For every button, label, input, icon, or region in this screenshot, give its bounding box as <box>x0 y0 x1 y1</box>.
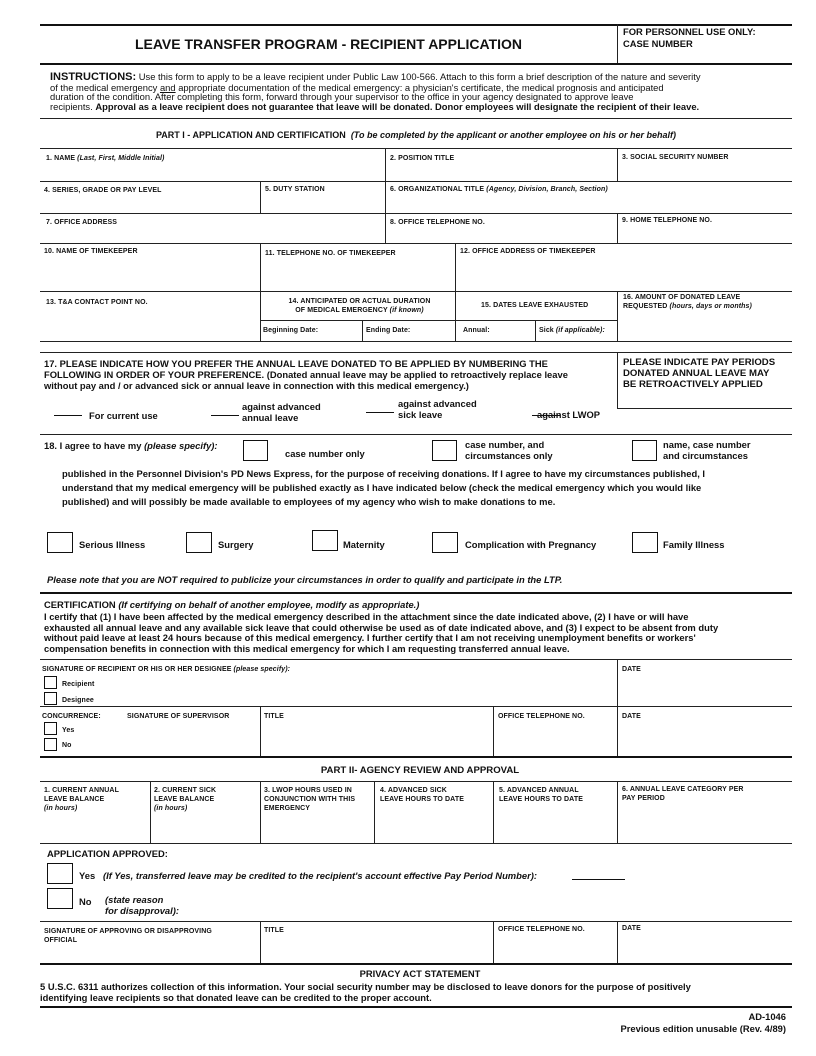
header-bottom-rule <box>40 63 792 65</box>
emergency-surgery-label: Surgery <box>218 539 254 550</box>
ltp-note: Please note that you are NOT required to publicize your circumstances in order to qualify and participate in the LTP. <box>47 574 563 585</box>
current-sick-balance-field[interactable]: 2. CURRENT SICK LEAVE BALANCE (in hours) <box>154 787 217 812</box>
q18-lead: 18. I agree to have my (please specify): <box>44 440 218 451</box>
recipient-checkbox[interactable] <box>44 676 57 689</box>
emergency-pregnancy-label: Complication with Pregnancy <box>465 539 597 550</box>
sick-exhausted-field[interactable]: Sick (if applicable): <box>539 327 605 334</box>
q18-paragraph: published in the Personnel Division's PD News Express, for the purpose of receiving donations. If I agree to have my circumstances published, I understand that my medical emergency will be published exactly as I have indicated below (check the medical emergency which you would like published) and will possibly be made available to employees of my agency who wish to make donations to me. <box>62 468 706 507</box>
privacy-text: 5 U.S.C. 6311 authorizes collection of this information. Your social security number may be disclosed to leave donors for the purpose of positively identifying leave recipients so that donated leave can be credited to the proper account. <box>40 981 691 1003</box>
publish-case-number-only-label: case number only <box>285 448 365 459</box>
advanced-annual-hours-field[interactable]: 5. ADVANCED ANNUAL LEAVE HOURS TO DATE <box>499 787 583 803</box>
case-number-label: CASE NUMBER <box>623 38 693 49</box>
personnel-use-label: FOR PERSONNEL USE ONLY: <box>623 26 756 37</box>
emergency-maternity-checkbox[interactable] <box>312 530 338 551</box>
field-8-office-telephone[interactable]: 8. OFFICE TELEPHONE NO. <box>390 219 485 226</box>
supervisor-date-field[interactable]: DATE <box>622 713 641 720</box>
header-divider <box>617 24 618 63</box>
privacy-heading: PRIVACY ACT STATEMENT <box>359 968 481 979</box>
field-15-dates-exhausted: 15. DATES LEAVE EXHAUSTED <box>481 302 589 309</box>
field-16-amount-requested[interactable]: 16. AMOUNT OF DONATED LEAVE REQUESTED (hours, days or months) <box>623 294 752 310</box>
designee-label: Designee <box>62 697 94 704</box>
pay-period-number-blank[interactable] <box>572 879 625 880</box>
concurrence-label: CONCURRENCE: <box>42 713 101 720</box>
field-3-ssn[interactable]: 3. SOCIAL SECURITY NUMBER <box>622 154 729 161</box>
instructions: INSTRUCTIONS: Use this form to apply to be a leave recipient under Public Law 100-566. Attach to this form a brief description of the nature and severity of the medical emergency and appropriate documentation of the medical emergency: a physician's certificate, the medical prognosis and anticipated duration of the condition. After completing this form, forward through your supervisor to the office in your agency designated to approve leave recipients. Approval as a leave recipient does not guarantee that leave will be donated. Donor employees will designate the recipient of their leave. <box>50 71 701 112</box>
publish-case-number-only-checkbox[interactable] <box>243 440 268 461</box>
concurrence-no-label: No <box>62 742 72 749</box>
field-1-name[interactable]: 1. NAME (Last, First, Middle Initial) <box>46 155 165 162</box>
field-9-home-telephone[interactable]: 9. HOME TELEPHONE NO. <box>622 217 712 224</box>
publish-case-circumstances-checkbox[interactable] <box>432 440 457 461</box>
approving-telephone-field[interactable]: OFFICE TELEPHONE NO. <box>498 926 585 933</box>
rank-advanced-sick-blank[interactable] <box>366 412 394 413</box>
publish-name-case-circumstances-checkbox[interactable] <box>632 440 657 461</box>
field-7-office-address[interactable]: 7. OFFICE ADDRESS <box>46 219 118 226</box>
opt-lwop: against LWOP <box>537 409 601 420</box>
emergency-serious-illness-label: Serious Illness <box>79 539 146 550</box>
disapproval-reason-field[interactable]: (state reason for disapproval): <box>105 894 179 916</box>
ending-date-field[interactable]: Ending Date: <box>366 327 411 334</box>
recipient-date-field[interactable]: DATE <box>622 666 641 673</box>
recipient-signature-field[interactable]: SIGNATURE OF RECIPIENT OR HIS OR HER DESIGNEE (please specify): <box>42 666 291 673</box>
lwop-hours-field[interactable]: 3. LWOP HOURS USED IN CONJUNCTION WITH THIS EMERGENCY <box>264 787 356 812</box>
beginning-date-field[interactable]: Beginning Date: <box>263 327 319 334</box>
recipient-label: Recipient <box>62 681 95 688</box>
approved-no-checkbox[interactable] <box>47 888 73 909</box>
opt-advanced-annual: against advanced annual leave <box>242 401 321 423</box>
emergency-serious-illness-checkbox[interactable] <box>47 532 73 553</box>
rank-current-use-blank[interactable] <box>54 415 82 416</box>
q17-pay-periods-box[interactable]: PLEASE INDICATE PAY PERIODS DONATED ANNUAL LEAVE MAY BE RETROACTIVELY APPLIED <box>623 357 776 390</box>
emergency-family-illness-label: Family Illness <box>663 539 725 550</box>
field-14-duration: 14. ANTICIPATED OR ACTUAL DURATION OF MEDICAL EMERGENCY (if known) <box>288 298 431 314</box>
field-13-ta-contact[interactable]: 13. T&A CONTACT POINT NO. <box>46 299 148 306</box>
form-number: AD-1046 <box>748 1011 786 1022</box>
opt-current-use: For current use <box>89 410 158 421</box>
field-6-organizational-title[interactable]: 6. ORGANIZATIONAL TITLE (Agency, Division, Branch, Section) <box>390 186 608 193</box>
field-12-timekeeper-address[interactable]: 12. OFFICE ADDRESS OF TIMEKEEPER <box>460 248 596 255</box>
field-5-duty-station[interactable]: 5. DUTY STATION <box>265 186 325 193</box>
approved-yes-checkbox[interactable] <box>47 863 73 884</box>
emergency-pregnancy-checkbox[interactable] <box>432 532 458 553</box>
emergency-maternity-label: Maternity <box>343 539 385 550</box>
designee-checkbox[interactable] <box>44 692 57 705</box>
advanced-sick-hours-field[interactable]: 4. ADVANCED SICK LEAVE HOURS TO DATE <box>380 787 464 803</box>
approved-no-label: No <box>79 896 92 907</box>
form-title: LEAVE TRANSFER PROGRAM - RECIPIENT APPLICATION <box>134 36 523 52</box>
instructions-heading: INSTRUCTIONS: <box>50 71 137 83</box>
field-10-timekeeper-name[interactable]: 10. NAME OF TIMEKEEPER <box>44 248 138 255</box>
field-4-series-grade[interactable]: 4. SERIES, GRADE OR PAY LEVEL <box>44 187 162 194</box>
approving-official-signature-field[interactable]: SIGNATURE OF APPROVING OR DISAPPROVING OFFICIAL <box>44 928 212 944</box>
approving-title-field[interactable]: TITLE <box>264 927 284 934</box>
part2-heading: PART II- AGENCY REVIEW AND APPROVAL <box>320 765 520 776</box>
q17-text: 17. PLEASE INDICATE HOW YOU PREFER THE ANNUAL LEAVE DONATED TO BE APPLIED BY NUMBERING THE FOLLOWING IN ORDER OF YOUR PREFERENCE. (Donated annual leave may be applied to retroactively replace leave without pay and / or advanced sick or annual leave in connection with this medical emergency.) <box>44 358 568 391</box>
certification-text: I certify that (1) I have been affected by the medical emergency described in the attachment since the date indicated above, (2) I have or will have exhausted all annual leave and any available sick leave that could otherwise be used as of date indicated above, and (3) I expect to be absent from duty without paid leave at least 24 hours because of this medical emergency. I further certify that I am not receiving unemployment benefits or workers' compensation benefits in connection with this medical emergency for which I am requesting transferred annual leave. <box>44 611 719 654</box>
approving-date-field[interactable]: DATE <box>622 925 641 932</box>
supervisor-title-field[interactable]: TITLE <box>264 713 284 720</box>
edition-note: Previous edition unusable (Rev. 4/89) <box>620 1023 786 1034</box>
field-11-timekeeper-telephone[interactable]: 11. TELEPHONE NO. OF TIMEKEEPER <box>265 250 396 257</box>
annual-leave-category-field[interactable]: 6. ANNUAL LEAVE CATEGORY PER PAY PERIOD <box>622 786 744 802</box>
application-approved-label: APPLICATION APPROVED: <box>47 848 168 859</box>
supervisor-signature-field[interactable]: SIGNATURE OF SUPERVISOR <box>127 713 230 720</box>
publish-case-circumstances-label: case number, and circumstances only <box>465 439 553 461</box>
annual-exhausted-field[interactable]: Annual: <box>463 327 490 334</box>
concurrence-yes-checkbox[interactable] <box>44 722 57 735</box>
rank-advanced-annual-blank[interactable] <box>211 415 239 416</box>
concurrence-no-checkbox[interactable] <box>44 738 57 751</box>
concurrence-yes-label: Yes <box>62 727 75 734</box>
approved-yes-label: Yes (If Yes, transferred leave may be credited to the recipient's account effective Pay Period Number): <box>79 870 537 881</box>
emergency-surgery-checkbox[interactable] <box>186 532 212 553</box>
opt-advanced-sick: against advanced sick leave <box>398 398 477 420</box>
field-2-position-title[interactable]: 2. POSITION TITLE <box>390 155 455 162</box>
publish-name-case-circumstances-label: name, case number and circumstances <box>663 439 751 461</box>
emergency-family-illness-checkbox[interactable] <box>632 532 658 553</box>
part1-heading: PART I - APPLICATION AND CERTIFICATION (To be completed by the applicant or another employee on his or her behalf) <box>155 130 677 140</box>
certification-heading: CERTIFICATION (If certifying on behalf of another employee, modify as appropriate.) <box>44 599 420 610</box>
supervisor-telephone-field[interactable]: OFFICE TELEPHONE NO. <box>498 713 585 720</box>
current-annual-balance-field[interactable]: 1. CURRENT ANNUAL LEAVE BALANCE (in hours) <box>44 787 119 812</box>
